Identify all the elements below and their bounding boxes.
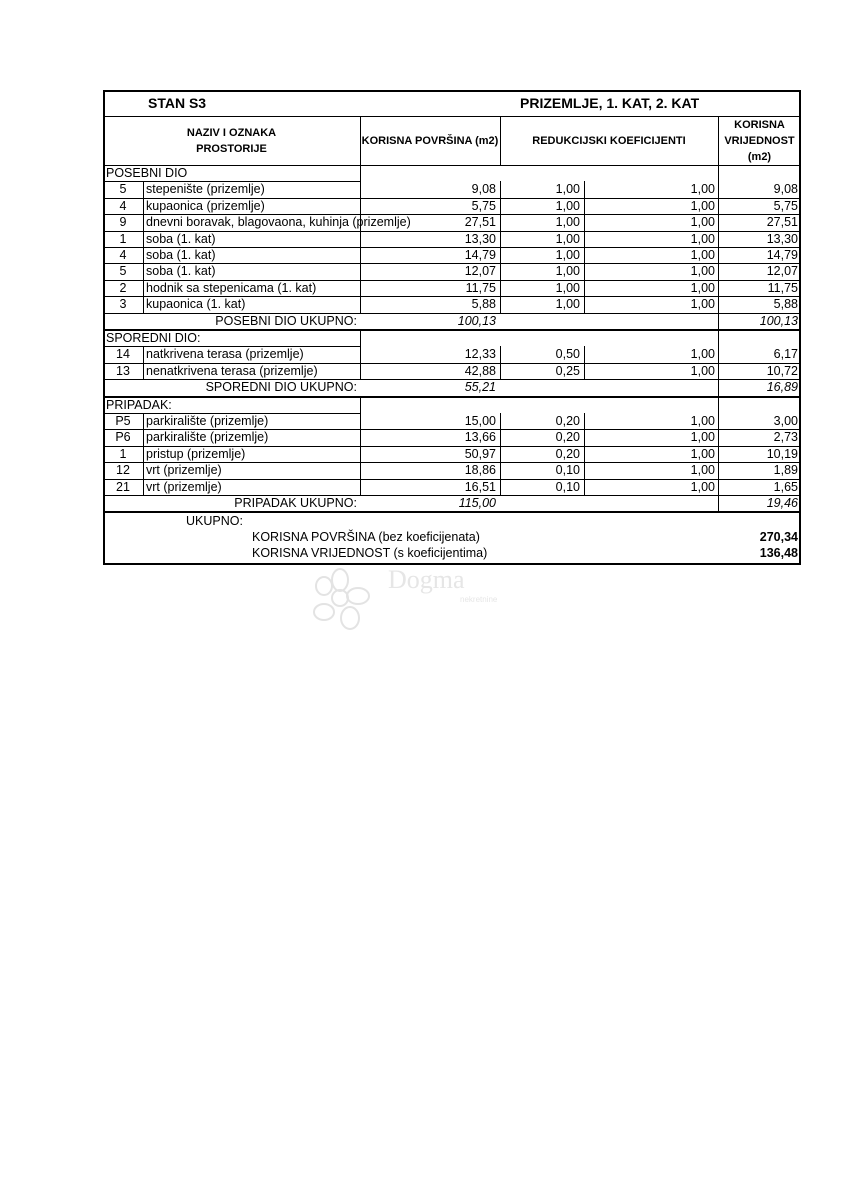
section-total-label: PRIPADAK UKUPNO: bbox=[234, 496, 357, 510]
grid-line bbox=[500, 296, 501, 312]
room-coef-1: 1,00 bbox=[555, 248, 580, 262]
room-coef-2: 1,00 bbox=[690, 347, 715, 362]
room-value: 13,30 bbox=[766, 231, 798, 246]
room-coef-2: 1,00 bbox=[690, 463, 715, 478]
col-header-area: KORISNA POVRŠINA (m2) bbox=[361, 135, 499, 147]
room-coef-1: 0,20 bbox=[555, 414, 580, 428]
grid-line bbox=[718, 198, 719, 214]
section-total-value: 100,13 bbox=[759, 313, 798, 328]
grid-line bbox=[500, 198, 501, 214]
room-area: 13,66 bbox=[464, 430, 496, 445]
grid-line bbox=[500, 462, 501, 478]
room-coef-1: 1,00 bbox=[555, 297, 580, 312]
grid-line bbox=[718, 181, 719, 197]
section-label: POSEBNI DIO bbox=[106, 166, 188, 180]
grid-line bbox=[584, 296, 585, 312]
room-area: 9,08 bbox=[471, 182, 496, 197]
grid-line bbox=[360, 363, 361, 379]
room-name: vrt (prizemlje) bbox=[146, 463, 222, 478]
room-number: 3 bbox=[119, 297, 127, 312]
room-number: 5 bbox=[119, 264, 127, 279]
grid-line bbox=[143, 263, 144, 279]
grid-line bbox=[360, 181, 361, 197]
grid-line bbox=[584, 263, 585, 279]
grid-line bbox=[143, 296, 144, 312]
grid-line bbox=[500, 280, 501, 296]
section-total-value: 16,89 bbox=[766, 380, 798, 395]
col-header-name: NAZIV I OZNAKA bbox=[186, 127, 277, 139]
room-coef-1: 0,20 bbox=[555, 430, 580, 445]
room-coef-2: 1,00 bbox=[690, 446, 715, 461]
section-total-area: 115,00 bbox=[458, 496, 496, 510]
room-coef-1: 1,00 bbox=[555, 182, 580, 197]
grid-line bbox=[718, 247, 719, 263]
room-name: natkrivena terasa (prizemlje) bbox=[146, 347, 304, 362]
grid-line bbox=[718, 413, 719, 429]
room-coef-2: 1,00 bbox=[690, 182, 715, 197]
grid-line bbox=[718, 313, 719, 329]
room-number: 2 bbox=[119, 280, 127, 295]
summary-value-value: 136,48 bbox=[759, 546, 798, 561]
grid-line bbox=[718, 363, 719, 379]
grid-line bbox=[718, 231, 719, 247]
apartment-title: STAN S3 bbox=[148, 95, 207, 111]
room-value: 27,51 bbox=[766, 215, 798, 230]
section-label: PRIPADAK: bbox=[106, 397, 172, 412]
grid-line bbox=[500, 413, 501, 429]
grid-line bbox=[584, 363, 585, 379]
summary-area-value: 270,34 bbox=[759, 530, 798, 545]
section-divider bbox=[103, 511, 801, 513]
room-coef-2: 1,00 bbox=[690, 363, 715, 378]
room-name: vrt (prizemlje) bbox=[146, 479, 222, 494]
room-number: 21 bbox=[116, 479, 130, 494]
room-number: 4 bbox=[119, 248, 127, 262]
room-area: 27,51 bbox=[464, 215, 496, 230]
room-value: 5,88 bbox=[773, 297, 798, 312]
watermark-tagline: nekretnine bbox=[460, 595, 498, 604]
grid-line bbox=[143, 231, 144, 247]
grid-line bbox=[143, 280, 144, 296]
room-area: 11,75 bbox=[465, 280, 496, 295]
grid-line bbox=[360, 413, 361, 429]
grid-line bbox=[143, 214, 144, 230]
room-name: nenatkrivena terasa (prizemlje) bbox=[146, 363, 318, 378]
grid-line bbox=[500, 446, 501, 462]
room-value: 14,79 bbox=[766, 248, 798, 262]
grid-line bbox=[718, 462, 719, 478]
room-number: P5 bbox=[115, 414, 131, 428]
col-header-name: PROSTORIJE bbox=[196, 143, 267, 155]
room-number: 13 bbox=[116, 363, 130, 378]
grid-line bbox=[143, 181, 144, 197]
room-coef-1: 0,20 bbox=[555, 446, 580, 461]
section-total-area: 100,13 bbox=[457, 313, 496, 328]
grid-line bbox=[500, 479, 501, 495]
grid-line bbox=[360, 198, 361, 214]
room-coef-1: 1,00 bbox=[555, 215, 580, 230]
grid-line bbox=[584, 446, 585, 462]
room-value: 9,08 bbox=[773, 182, 798, 197]
grid-line bbox=[143, 413, 144, 429]
grid-line bbox=[143, 363, 144, 379]
grid-line bbox=[718, 346, 719, 362]
room-coef-1: 1,00 bbox=[555, 264, 580, 279]
room-area: 15,00 bbox=[464, 414, 496, 428]
grid-line bbox=[718, 446, 719, 462]
grid-line bbox=[500, 247, 501, 263]
room-number: 5 bbox=[119, 182, 127, 197]
room-coef-1: 1,00 bbox=[555, 280, 580, 295]
area-table bbox=[103, 90, 801, 565]
summary-label: UKUPNO: bbox=[186, 514, 243, 529]
grid-line bbox=[360, 479, 361, 495]
room-area: 13,30 bbox=[464, 231, 496, 246]
room-name: soba (1. kat) bbox=[146, 231, 216, 246]
room-name: hodnik sa stepenicama (1. kat) bbox=[146, 280, 317, 295]
summary-value-label: KORISNA VRIJEDNOST (s koeficijentima) bbox=[252, 546, 488, 561]
room-name: kupaonica (prizemlje) bbox=[146, 198, 265, 213]
room-coef-1: 0,10 bbox=[555, 463, 580, 478]
grid-line bbox=[584, 231, 585, 247]
section-total-value: 19,46 bbox=[766, 496, 798, 510]
grid-line bbox=[718, 263, 719, 279]
grid-line bbox=[718, 397, 719, 413]
room-area: 12,33 bbox=[464, 347, 496, 362]
grid-line bbox=[584, 429, 585, 445]
room-number: 4 bbox=[119, 198, 127, 213]
room-number: 1 bbox=[119, 446, 127, 461]
room-name: kupaonica (1. kat) bbox=[146, 297, 246, 312]
grid-line bbox=[718, 296, 719, 312]
grid-line bbox=[143, 479, 144, 495]
grid-line bbox=[360, 429, 361, 445]
grid-line bbox=[500, 346, 501, 362]
grid-line bbox=[584, 346, 585, 362]
grid-line bbox=[360, 462, 361, 478]
grid-line bbox=[143, 247, 144, 263]
col-header-coef: REDUKCIJSKI KOEFICIJENTI bbox=[532, 135, 686, 147]
grid-line bbox=[143, 462, 144, 478]
grid-line bbox=[718, 280, 719, 296]
room-value: 10,72 bbox=[766, 363, 798, 378]
room-name: parkiralište (prizemlje) bbox=[146, 430, 269, 445]
room-name: pristup (prizemlje) bbox=[146, 446, 246, 461]
grid-line bbox=[584, 198, 585, 214]
room-value: 2,73 bbox=[773, 430, 798, 445]
grid-line bbox=[500, 214, 501, 230]
section-total-area: 55,21 bbox=[464, 380, 496, 395]
grid-line bbox=[500, 429, 501, 445]
section-label: SPOREDNI DIO: bbox=[106, 331, 201, 345]
room-value: 10,19 bbox=[766, 446, 798, 461]
grid-line bbox=[500, 231, 501, 247]
section-total-label: POSEBNI DIO UKUPNO: bbox=[215, 313, 357, 328]
room-name: dnevni boravak, blagovaona, kuhinja (prizemlje) bbox=[146, 215, 411, 230]
watermark-brand: Dogma bbox=[388, 565, 465, 594]
room-coef-1: 1,00 bbox=[555, 231, 580, 246]
room-area: 16,51 bbox=[464, 479, 496, 494]
room-coef-2: 1,00 bbox=[690, 280, 715, 295]
grid-line bbox=[718, 330, 719, 346]
room-value: 12,07 bbox=[766, 264, 798, 279]
grid-line bbox=[718, 214, 719, 230]
grid-line bbox=[584, 280, 585, 296]
grid-line bbox=[143, 429, 144, 445]
grid-line bbox=[360, 263, 361, 279]
room-coef-2: 1,00 bbox=[690, 264, 715, 279]
room-number: 14 bbox=[116, 347, 130, 362]
grid-line bbox=[360, 247, 361, 263]
grid-line bbox=[584, 247, 585, 263]
room-number: 1 bbox=[119, 231, 127, 246]
grid-line bbox=[360, 346, 361, 362]
col-header-value: VRIJEDNOST bbox=[724, 135, 795, 147]
room-value: 1,65 bbox=[773, 479, 798, 494]
header-divider bbox=[103, 116, 801, 117]
grid-line bbox=[360, 231, 361, 247]
header-col-line bbox=[718, 116, 719, 165]
watermark-logo bbox=[310, 560, 550, 640]
room-number: 12 bbox=[116, 463, 130, 478]
room-number: 9 bbox=[119, 215, 127, 230]
grid-line bbox=[718, 429, 719, 445]
col-header-value: (m2) bbox=[747, 151, 772, 163]
room-value: 3,00 bbox=[773, 414, 798, 428]
room-name: parkiralište (prizemlje) bbox=[146, 414, 269, 428]
grid-line bbox=[584, 413, 585, 429]
room-coef-2: 1,00 bbox=[690, 414, 715, 428]
grid-line bbox=[360, 214, 361, 230]
room-coef-1: 0,50 bbox=[555, 347, 580, 362]
room-coef-2: 1,00 bbox=[690, 430, 715, 445]
grid-line bbox=[500, 263, 501, 279]
room-coef-1: 0,25 bbox=[555, 363, 580, 378]
grid-line bbox=[143, 446, 144, 462]
grid-line bbox=[718, 479, 719, 495]
room-area: 42,88 bbox=[464, 363, 496, 378]
room-name: stepenište (prizemlje) bbox=[146, 182, 265, 197]
room-area: 12,07 bbox=[464, 264, 496, 279]
grid-line bbox=[500, 363, 501, 379]
grid-line bbox=[143, 198, 144, 214]
room-area: 5,88 bbox=[471, 297, 496, 312]
grid-line bbox=[360, 330, 361, 346]
room-area: 18,86 bbox=[464, 463, 496, 478]
room-coef-2: 1,00 bbox=[690, 297, 715, 312]
header-col-line bbox=[500, 116, 501, 165]
grid-line bbox=[360, 446, 361, 462]
floors-label: PRIZEMLJE, 1. KAT, 2. KAT bbox=[520, 95, 700, 111]
grid-line bbox=[360, 296, 361, 312]
room-name: soba (1. kat) bbox=[146, 264, 216, 279]
room-coef-1: 1,00 bbox=[555, 198, 580, 213]
summary-area-label: KORISNA POVRŠINA (bez koeficijenata) bbox=[252, 530, 480, 545]
room-value: 11,75 bbox=[767, 280, 798, 295]
grid-line bbox=[143, 346, 144, 362]
section-total-label: SPOREDNI DIO UKUPNO: bbox=[205, 380, 357, 395]
room-value: 6,17 bbox=[773, 347, 798, 362]
room-coef-2: 1,00 bbox=[690, 479, 715, 494]
header-col-line bbox=[360, 116, 361, 165]
room-area: 50,97 bbox=[464, 446, 496, 461]
room-coef-1: 0,10 bbox=[555, 479, 580, 494]
room-coef-2: 1,00 bbox=[690, 198, 715, 213]
grid-line bbox=[500, 181, 501, 197]
room-name: soba (1. kat) bbox=[146, 248, 216, 262]
room-area: 5,75 bbox=[471, 198, 496, 213]
grid-line bbox=[718, 495, 719, 511]
room-value: 1,89 bbox=[773, 463, 798, 478]
room-coef-2: 1,00 bbox=[690, 215, 715, 230]
room-area: 14,79 bbox=[464, 248, 496, 262]
grid-line bbox=[360, 280, 361, 296]
room-coef-2: 1,00 bbox=[690, 248, 715, 262]
col-header-value: KORISNA bbox=[734, 119, 785, 131]
grid-line bbox=[584, 462, 585, 478]
grid-line bbox=[718, 379, 719, 395]
grid-line bbox=[360, 165, 361, 181]
grid-line bbox=[584, 214, 585, 230]
grid-line bbox=[718, 165, 719, 181]
room-coef-2: 1,00 bbox=[690, 231, 715, 246]
grid-line bbox=[360, 397, 361, 413]
grid-line bbox=[584, 181, 585, 197]
room-number: P6 bbox=[115, 430, 131, 445]
flower-icon bbox=[314, 569, 369, 629]
grid-line bbox=[584, 479, 585, 495]
room-value: 5,75 bbox=[773, 198, 798, 213]
